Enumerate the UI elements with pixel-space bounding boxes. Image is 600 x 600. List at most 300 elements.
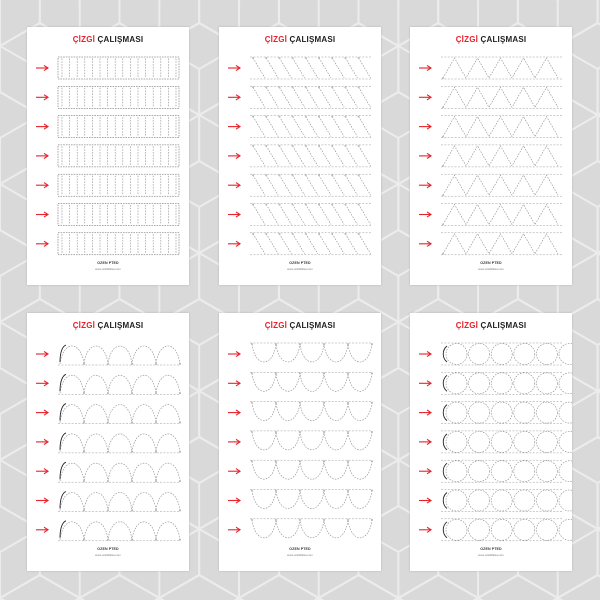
start-dot-icon	[318, 145, 320, 147]
exercise-row	[228, 116, 371, 138]
title-rest-word: ÇALIŞMASI	[480, 35, 527, 44]
start-dot-icon	[252, 174, 254, 176]
start-dot-icon	[305, 174, 307, 176]
trace-diagonal-line	[266, 205, 278, 225]
exercise-row	[419, 431, 572, 453]
exercise-row	[419, 519, 572, 541]
title-rest-word: ÇALIŞMASI	[97, 321, 144, 330]
start-dot-icon	[292, 204, 294, 206]
start-dot-icon	[358, 174, 360, 176]
start-dot-icon	[344, 116, 346, 118]
start-dot-icon	[179, 480, 181, 482]
arrow-icon	[228, 469, 240, 474]
start-dot-icon	[305, 57, 307, 59]
start-dot-icon	[251, 431, 253, 433]
trace-circle	[559, 344, 572, 365]
start-dot-icon	[318, 233, 320, 235]
website-url: www.ozelbilkisa.com	[95, 553, 121, 557]
exercise-row	[36, 462, 181, 482]
arrow-icon	[36, 212, 48, 217]
trace-circle	[536, 402, 557, 423]
exercise-row	[419, 86, 562, 108]
exercise-row	[36, 86, 179, 108]
title-rest-word: ÇALIŞMASI	[289, 321, 336, 330]
trace-diagonal-line	[266, 87, 278, 107]
arrow-icon	[228, 95, 240, 100]
trace-diagonal-line	[253, 87, 265, 107]
trace-circle	[491, 519, 512, 540]
trace-diagonal-line	[332, 87, 344, 107]
trace-diagonal-line	[332, 117, 344, 137]
trace-circle	[536, 461, 557, 482]
start-dot-icon	[278, 145, 280, 147]
trace-diagonal-line	[279, 146, 291, 166]
trace-circle	[446, 519, 467, 540]
trace-circle	[491, 490, 512, 511]
website-url: www.ozelbilkisa.com	[95, 267, 121, 271]
exercise-row	[419, 343, 572, 365]
start-dot-icon	[358, 116, 360, 118]
arrow-icon	[36, 124, 48, 129]
title-rest-word: ÇALIŞMASI	[480, 321, 527, 330]
trace-diagonal-line	[306, 117, 318, 137]
trace-diagonal-line	[279, 175, 291, 195]
start-dot-icon	[292, 116, 294, 118]
exercise-row	[228, 57, 371, 79]
start-dot-icon	[331, 57, 333, 59]
trace-circle	[491, 373, 512, 394]
arrow-icon	[36, 95, 48, 100]
arrow-icon	[419, 351, 431, 356]
start-dot-icon	[344, 145, 346, 147]
trace-diagonal-line	[345, 117, 357, 137]
trace-arches	[60, 405, 180, 423]
trace-diagonal-line	[319, 117, 331, 137]
arrow-icon	[36, 381, 48, 386]
example-stroke	[443, 375, 447, 391]
trace-arches	[252, 403, 372, 421]
exercise-row	[36, 345, 181, 365]
start-dot-icon	[292, 174, 294, 176]
website-url: www.ozelbilkisa.com	[478, 553, 504, 557]
start-dot-icon	[305, 145, 307, 147]
trace-diagonal-line	[319, 146, 331, 166]
trace-circle	[514, 344, 535, 365]
exercise-row	[36, 174, 179, 196]
exercise-row	[419, 402, 572, 424]
exercise-row	[36, 204, 179, 226]
title-accent-word: ÇİZGİ	[264, 321, 288, 330]
exercise-row	[419, 490, 572, 512]
brand-logo-text: OZEN PTED	[97, 261, 119, 265]
trace-zigzag	[443, 234, 558, 254]
start-dot-icon	[442, 165, 444, 167]
arrow-icon	[36, 527, 48, 532]
exercise-row	[228, 431, 373, 450]
exercise-row	[228, 174, 371, 196]
arrow-icon	[228, 351, 240, 356]
arrow-icon	[419, 124, 431, 129]
start-dot-icon	[305, 116, 307, 118]
start-dot-icon	[251, 460, 253, 462]
trace-circle	[491, 431, 512, 452]
trace-diagonal-line	[293, 234, 305, 254]
trace-diagonal-line	[306, 146, 318, 166]
start-dot-icon	[265, 57, 267, 59]
exercise-row	[36, 233, 179, 255]
exercise-row	[228, 233, 371, 255]
trace-circle	[536, 373, 557, 394]
arrow-icon	[228, 410, 240, 415]
start-dot-icon	[265, 116, 267, 118]
trace-arches	[252, 491, 372, 509]
exercise-rows	[219, 27, 381, 285]
arrow-icon	[228, 153, 240, 158]
trace-arches	[60, 463, 180, 481]
start-dot-icon	[331, 204, 333, 206]
start-dot-icon	[358, 145, 360, 147]
arrow-icon	[228, 241, 240, 246]
exercise-row	[419, 145, 562, 167]
trace-circle	[491, 344, 512, 365]
start-dot-icon	[358, 204, 360, 206]
worksheet-vertical-lines	[27, 27, 189, 285]
start-dot-icon	[265, 204, 267, 206]
start-dot-icon	[278, 116, 280, 118]
exercise-row	[419, 204, 562, 226]
arrow-icon	[36, 241, 48, 246]
start-dot-icon	[331, 116, 333, 118]
start-dot-icon	[305, 86, 307, 88]
worksheet-diagonal-lines	[219, 27, 381, 285]
start-dot-icon	[265, 145, 267, 147]
exercise-row	[419, 57, 562, 79]
title-rest-word: ÇALIŞMASI	[289, 35, 336, 44]
title-accent-word: ÇİZGİ	[72, 35, 96, 44]
start-dot-icon	[278, 57, 280, 59]
trace-arches	[60, 522, 180, 540]
exercise-row	[36, 57, 179, 79]
website-url: www.ozelbilkisa.com	[287, 553, 313, 557]
trace-diagonal-line	[345, 146, 357, 166]
trace-circle	[469, 344, 490, 365]
start-dot-icon	[252, 116, 254, 118]
arrow-icon	[36, 469, 48, 474]
exercise-row	[228, 204, 371, 226]
title-accent-word: ÇİZGİ	[455, 35, 479, 44]
start-dot-icon	[318, 86, 320, 88]
trace-circle	[559, 373, 572, 394]
brand-logo-text: OZEN PTED	[289, 547, 311, 551]
arrow-icon	[419, 498, 431, 503]
start-dot-icon	[331, 174, 333, 176]
start-dot-icon	[252, 204, 254, 206]
start-dot-icon	[252, 233, 254, 235]
title-accent-word: ÇİZGİ	[72, 321, 96, 330]
worksheet-arches-down	[219, 313, 381, 571]
arrow-icon	[419, 65, 431, 70]
arrow-icon	[36, 410, 48, 415]
trace-circle	[559, 431, 572, 452]
arrow-icon	[36, 498, 48, 503]
example-stroke	[443, 434, 447, 450]
trace-diagonal-line	[293, 117, 305, 137]
trace-diagonal-line	[293, 58, 305, 78]
trace-diagonal-line	[306, 58, 318, 78]
trace-diagonal-line	[319, 87, 331, 107]
trace-zigzag	[443, 117, 558, 137]
exercise-rows	[410, 313, 572, 571]
trace-arches	[252, 373, 372, 391]
start-dot-icon	[179, 422, 181, 424]
title-accent-word: ÇİZGİ	[264, 35, 288, 44]
start-dot-icon	[442, 253, 444, 255]
trace-circle	[469, 373, 490, 394]
trace-diagonal-line	[253, 234, 265, 254]
trace-diagonal-line	[279, 87, 291, 107]
trace-zigzag	[443, 58, 558, 78]
example-stroke	[443, 522, 447, 538]
start-dot-icon	[292, 57, 294, 59]
start-dot-icon	[318, 57, 320, 59]
brand-logo-text: OZEN PTED	[97, 547, 119, 551]
start-dot-icon	[278, 204, 280, 206]
arrow-icon	[228, 65, 240, 70]
trace-diagonal-line	[359, 146, 371, 166]
exercise-row	[228, 343, 373, 362]
start-dot-icon	[331, 233, 333, 235]
start-dot-icon	[331, 145, 333, 147]
exercise-row	[36, 145, 179, 167]
trace-circle	[536, 344, 557, 365]
trace-diagonal-line	[253, 175, 265, 195]
trace-diagonal-line	[293, 87, 305, 107]
arrow-icon	[419, 439, 431, 444]
arrow-icon	[36, 65, 48, 70]
start-dot-icon	[371, 431, 373, 433]
trace-diagonal-line	[279, 234, 291, 254]
start-dot-icon	[278, 233, 280, 235]
arrow-icon	[228, 381, 240, 386]
trace-circle	[559, 490, 572, 511]
start-dot-icon	[358, 57, 360, 59]
trace-diagonal-line	[319, 205, 331, 225]
trace-circle	[559, 519, 572, 540]
trace-diagonal-line	[359, 175, 371, 195]
trace-circle	[536, 490, 557, 511]
arrow-icon	[36, 351, 48, 356]
start-dot-icon	[251, 402, 253, 404]
trace-diagonal-line	[253, 58, 265, 78]
brand-logo-text: OZEN PTED	[480, 547, 502, 551]
trace-diagonal-line	[359, 117, 371, 137]
trace-diagonal-line	[332, 58, 344, 78]
start-dot-icon	[252, 145, 254, 147]
trace-diagonal-line	[319, 234, 331, 254]
trace-zigzag	[443, 146, 558, 166]
trace-arches	[60, 346, 180, 364]
start-dot-icon	[251, 490, 253, 492]
trace-arches	[252, 520, 372, 538]
trace-zigzag	[443, 205, 558, 225]
brand-logo-text: OZEN PTED	[289, 261, 311, 265]
trace-circle	[469, 402, 490, 423]
arrow-icon	[228, 439, 240, 444]
arrow-icon	[228, 183, 240, 188]
arrow-icon	[228, 498, 240, 503]
start-dot-icon	[344, 86, 346, 88]
exercise-rows	[410, 27, 572, 285]
start-dot-icon	[278, 86, 280, 88]
arrow-icon	[36, 439, 48, 444]
start-dot-icon	[442, 136, 444, 138]
exercise-row	[36, 492, 181, 512]
brand-logo-text: OZEN PTED	[480, 261, 502, 265]
trace-circle	[514, 519, 535, 540]
exercise-row	[228, 490, 373, 509]
exercise-rows	[27, 27, 189, 285]
start-dot-icon	[331, 86, 333, 88]
website-url: www.ozelbilkisa.com	[287, 267, 313, 271]
exercise-row	[36, 374, 181, 394]
trace-arches	[252, 461, 372, 479]
arrow-icon	[419, 469, 431, 474]
trace-diagonal-line	[359, 205, 371, 225]
trace-circle	[446, 344, 467, 365]
trace-diagonal-line	[293, 205, 305, 225]
arrow-icon	[228, 527, 240, 532]
trace-diagonal-line	[266, 146, 278, 166]
trace-circle	[514, 402, 535, 423]
trace-arches	[60, 493, 180, 511]
start-dot-icon	[278, 174, 280, 176]
start-dot-icon	[344, 57, 346, 59]
trace-circle	[491, 402, 512, 423]
trace-circle	[446, 373, 467, 394]
exercise-row	[36, 433, 181, 453]
trace-diagonal-line	[253, 117, 265, 137]
trace-circle	[446, 402, 467, 423]
trace-zigzag	[443, 87, 558, 107]
worksheet-arches-up	[27, 313, 189, 571]
start-dot-icon	[344, 233, 346, 235]
start-dot-icon	[442, 194, 444, 196]
exercise-row	[228, 145, 371, 167]
trace-diagonal-line	[332, 234, 344, 254]
arrow-icon	[36, 183, 48, 188]
trace-circle	[559, 461, 572, 482]
start-dot-icon	[371, 519, 373, 521]
trace-circle	[446, 431, 467, 452]
trace-diagonal-line	[279, 58, 291, 78]
arrow-icon	[419, 381, 431, 386]
start-dot-icon	[344, 174, 346, 176]
trace-arches	[60, 434, 180, 452]
start-dot-icon	[292, 86, 294, 88]
exercise-row	[36, 116, 179, 138]
trace-circle	[469, 431, 490, 452]
trace-circle	[536, 519, 557, 540]
exercise-row	[419, 116, 562, 138]
exercise-row	[419, 372, 572, 394]
trace-diagonal-line	[266, 175, 278, 195]
trace-diagonal-line	[306, 234, 318, 254]
trace-diagonal-line	[345, 175, 357, 195]
trace-diagonal-line	[306, 205, 318, 225]
example-stroke	[443, 493, 447, 509]
trace-arches	[252, 432, 372, 450]
trace-circle	[446, 461, 467, 482]
trace-diagonal-line	[293, 146, 305, 166]
start-dot-icon	[442, 77, 444, 79]
example-stroke	[443, 463, 447, 479]
trace-diagonal-line	[319, 175, 331, 195]
start-dot-icon	[344, 204, 346, 206]
trace-circle	[514, 490, 535, 511]
trace-circle	[491, 461, 512, 482]
exercise-row	[419, 174, 562, 196]
trace-circle	[469, 519, 490, 540]
trace-diagonal-line	[332, 175, 344, 195]
trace-diagonal-line	[345, 58, 357, 78]
worksheet-zigzag	[410, 27, 572, 285]
worksheet-circles	[410, 313, 572, 571]
trace-zigzag	[443, 175, 558, 195]
trace-circle	[446, 490, 467, 511]
trace-diagonal-line	[266, 234, 278, 254]
title-rest-word: ÇALIŞMASI	[97, 35, 144, 44]
trace-diagonal-line	[279, 205, 291, 225]
trace-diagonal-line	[319, 58, 331, 78]
trace-diagonal-line	[266, 117, 278, 137]
trace-diagonal-line	[293, 175, 305, 195]
start-dot-icon	[252, 86, 254, 88]
arrow-icon	[228, 212, 240, 217]
trace-circle	[469, 461, 490, 482]
exercise-row	[419, 233, 562, 255]
arrow-icon	[419, 241, 431, 246]
trace-diagonal-line	[345, 205, 357, 225]
start-dot-icon	[358, 86, 360, 88]
exercise-row	[419, 460, 572, 482]
exercise-rows	[27, 313, 189, 571]
trace-arches	[60, 375, 180, 393]
arrow-icon	[419, 153, 431, 158]
exercise-row	[228, 460, 373, 479]
start-dot-icon	[305, 204, 307, 206]
title-accent-word: ÇİZGİ	[455, 321, 479, 330]
exercise-row	[228, 402, 373, 421]
start-dot-icon	[318, 116, 320, 118]
trace-arches	[252, 344, 372, 362]
start-dot-icon	[318, 204, 320, 206]
start-dot-icon	[251, 343, 253, 345]
website-url: www.ozelbilkisa.com	[478, 267, 504, 271]
trace-diagonal-line	[345, 234, 357, 254]
start-dot-icon	[265, 174, 267, 176]
trace-diagonal-line	[359, 58, 371, 78]
start-dot-icon	[251, 372, 253, 374]
start-dot-icon	[442, 106, 444, 108]
start-dot-icon	[318, 174, 320, 176]
exercise-rows	[219, 313, 381, 571]
exercise-row	[228, 86, 371, 108]
start-dot-icon	[265, 233, 267, 235]
trace-circle	[514, 461, 535, 482]
trace-diagonal-line	[279, 117, 291, 137]
start-dot-icon	[252, 57, 254, 59]
trace-diagonal-line	[306, 175, 318, 195]
